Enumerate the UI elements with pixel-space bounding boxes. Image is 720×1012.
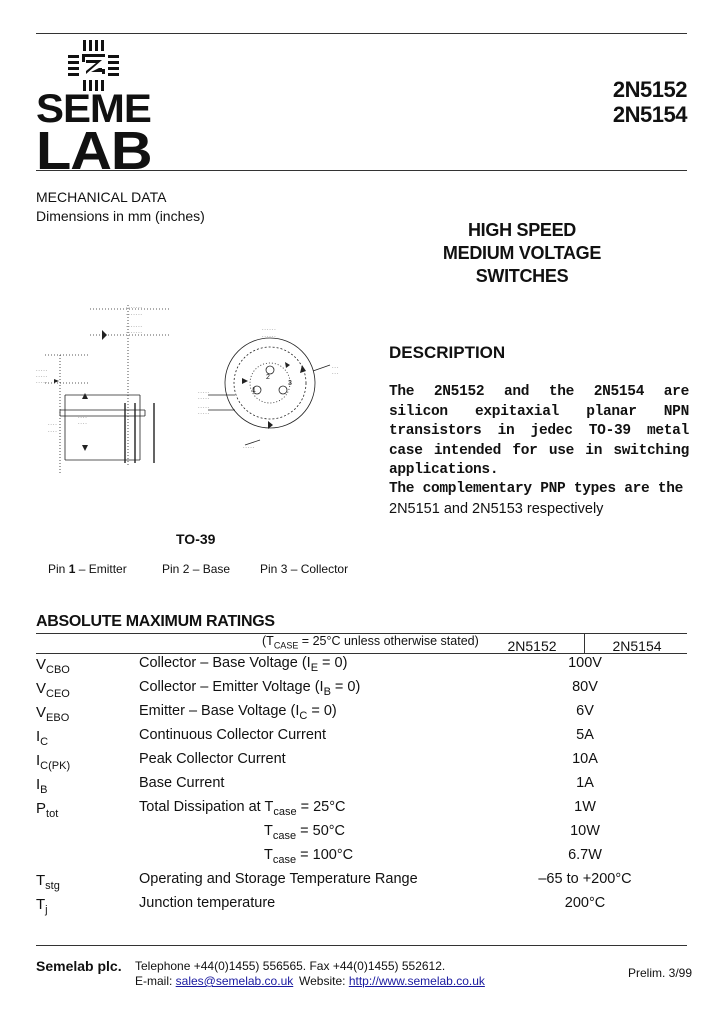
svg-text:- - - -: - - - - (48, 421, 57, 426)
description-paragraph-1: The 2N5152 and the 2N5154 are silicon expitaxial planar NPN transistors in jedec TO-39 metal case intended for use in switching applications. (389, 384, 689, 478)
param-value: 6V (576, 703, 594, 719)
param-description: Emitter – Base Voltage $(I_C = 0)$ (139, 703, 337, 722)
param-description: Junction temperature (139, 895, 276, 911)
svg-text:1: 1 (252, 387, 256, 394)
pin-2-label: Pin 2 – Base (162, 562, 231, 576)
footer-website: Website: http://www.semelab.co.uk (299, 974, 485, 988)
logo-grid-icon (36, 38, 158, 94)
description-paragraph-2b: 2N5151 and 2N5153 respectively (389, 501, 604, 517)
footer-company: Semelab plc. (36, 958, 122, 974)
footer-rule (36, 945, 687, 946)
part-number-1: 2N5152 (612, 77, 687, 102)
description-paragraph-2a: The complementary PNP types are the (389, 481, 684, 497)
param-value: 1W (574, 799, 596, 815)
param-value: 10A (572, 751, 598, 767)
param-symbol: $I_C$ (36, 728, 49, 748)
logo-text-lab: LAB (36, 121, 152, 181)
param-description: Base Current (139, 775, 225, 791)
package-name: TO-39 (176, 531, 216, 547)
param-value: 80V (572, 679, 598, 695)
param-value: 100V (568, 655, 602, 671)
logo-text-seme: SEME (36, 87, 151, 131)
ratings-title: ABSOLUTE MAXIMUM RATINGS (36, 613, 275, 630)
part-number-2: 2N5154 (612, 102, 687, 127)
param-symbol: $V_{EBO}$ (36, 704, 70, 724)
svg-text:- - - - - - -: - - - - - - - (126, 329, 142, 334)
param-description: $T_{case} = 100^\circ C$ (264, 847, 354, 866)
column-header-2n5154: 2N5154 (612, 638, 662, 654)
pin-1-label: Pin 1 – Emitter (48, 562, 127, 576)
param-symbol: $P_{tot}$ (36, 800, 59, 820)
svg-text:- - - - -: - - - - - (36, 367, 48, 372)
param-symbol: $V_{CEO}$ (36, 680, 70, 700)
param-symbol: $I_B$ (36, 776, 48, 796)
param-description: Continuous Collector Current (139, 727, 326, 743)
svg-text:- - - -: - - - - (78, 414, 87, 419)
ratings-condition: ($T_{CASE} = 25^\circ C$ unless otherwise stated) (262, 634, 479, 651)
param-symbol: $T_j$ (36, 896, 48, 916)
svg-text:- - - - - -: - - - - - - (262, 326, 276, 331)
param-symbol: $I_{C(PK)}$ (36, 752, 71, 772)
svg-text:- - - - - - -: - - - - - - - (126, 323, 142, 328)
headline-line2: MEDIUM VOLTAGE (442, 243, 602, 263)
footer-prelim: Prelim. 3/99 (628, 966, 693, 980)
to39-package-drawing (30, 295, 360, 495)
website-link[interactable]: http://www.semelab.co.uk (348, 974, 485, 988)
param-symbol: $V_{CBO}$ (36, 656, 70, 676)
svg-text:- - - - -: - - - - - (198, 389, 210, 394)
svg-text:- - -: - - - (332, 370, 339, 375)
email-link[interactable]: sales@semelab.co.uk (175, 974, 294, 988)
headline-line1: HIGH SPEED (467, 220, 577, 240)
description-title: DESCRIPTION (389, 343, 506, 362)
svg-text:- - - -: - - - - (48, 428, 57, 433)
param-description: Peak Collector Current (139, 751, 286, 767)
param-description: Collector – Base Voltage $(I_E = 0)$ (139, 655, 348, 674)
param-value: 200°C (564, 895, 606, 911)
param-value: 1A (576, 775, 594, 791)
footer-email: E-mail: sales@semelab.co.uk (135, 974, 294, 988)
param-symbol: $T_{stg}$ (36, 872, 60, 892)
top-rule (36, 33, 687, 34)
param-description: Collector – Emitter Voltage $(I_B = 0)$ (139, 679, 361, 698)
mechanical-data-subtitle: Dimensions in mm (inches) (36, 208, 205, 224)
param-value: 6.7W (568, 847, 602, 863)
headline-line3: SWITCHES (475, 266, 569, 286)
param-value: –65 to +200°C (538, 871, 632, 887)
param-value: 10W (570, 823, 600, 839)
header-rule (36, 170, 687, 171)
mechanical-data-title: MECHANICAL DATA (36, 189, 167, 205)
svg-text:- - - - -: - - - - - (36, 373, 48, 378)
svg-text:- - - - -: - - - - - (198, 395, 210, 400)
param-value: 5A (576, 727, 594, 743)
semelab-logo (36, 38, 158, 181)
svg-text:- - - - -: - - - - - (36, 379, 48, 384)
svg-text:- - - - - - -: - - - - - - - (126, 304, 142, 309)
pin-3-label: Pin 3 – Collector (260, 562, 349, 576)
svg-text:- - - - -: - - - - - (198, 404, 210, 409)
svg-text:- - - - - - -: - - - - - - - (126, 311, 142, 316)
param-description: $T_{case} = 50^\circ C$ (264, 823, 346, 842)
svg-text:- - - - -: - - - - - (198, 410, 210, 415)
svg-text:- - - - - -: - - - - - - (262, 333, 276, 338)
column-header-2n5152: 2N5152 (507, 638, 557, 654)
svg-text:- - -: - - - (332, 364, 339, 369)
svg-text:3: 3 (288, 380, 292, 387)
svg-text:- - - -: - - - - (78, 420, 87, 425)
param-description: Total Dissipation at $T_{case} = 25^\circ C$ (139, 799, 346, 818)
svg-text:2: 2 (266, 374, 270, 381)
footer-phone: Telephone +44(0)1455) 556565. Fax +44(0)1455) 552612. (135, 959, 446, 973)
ratings-header-rule (36, 653, 687, 654)
svg-text:- - - - -: - - - - - (243, 444, 255, 449)
param-description: Operating and Storage Temperature Range (139, 871, 418, 887)
